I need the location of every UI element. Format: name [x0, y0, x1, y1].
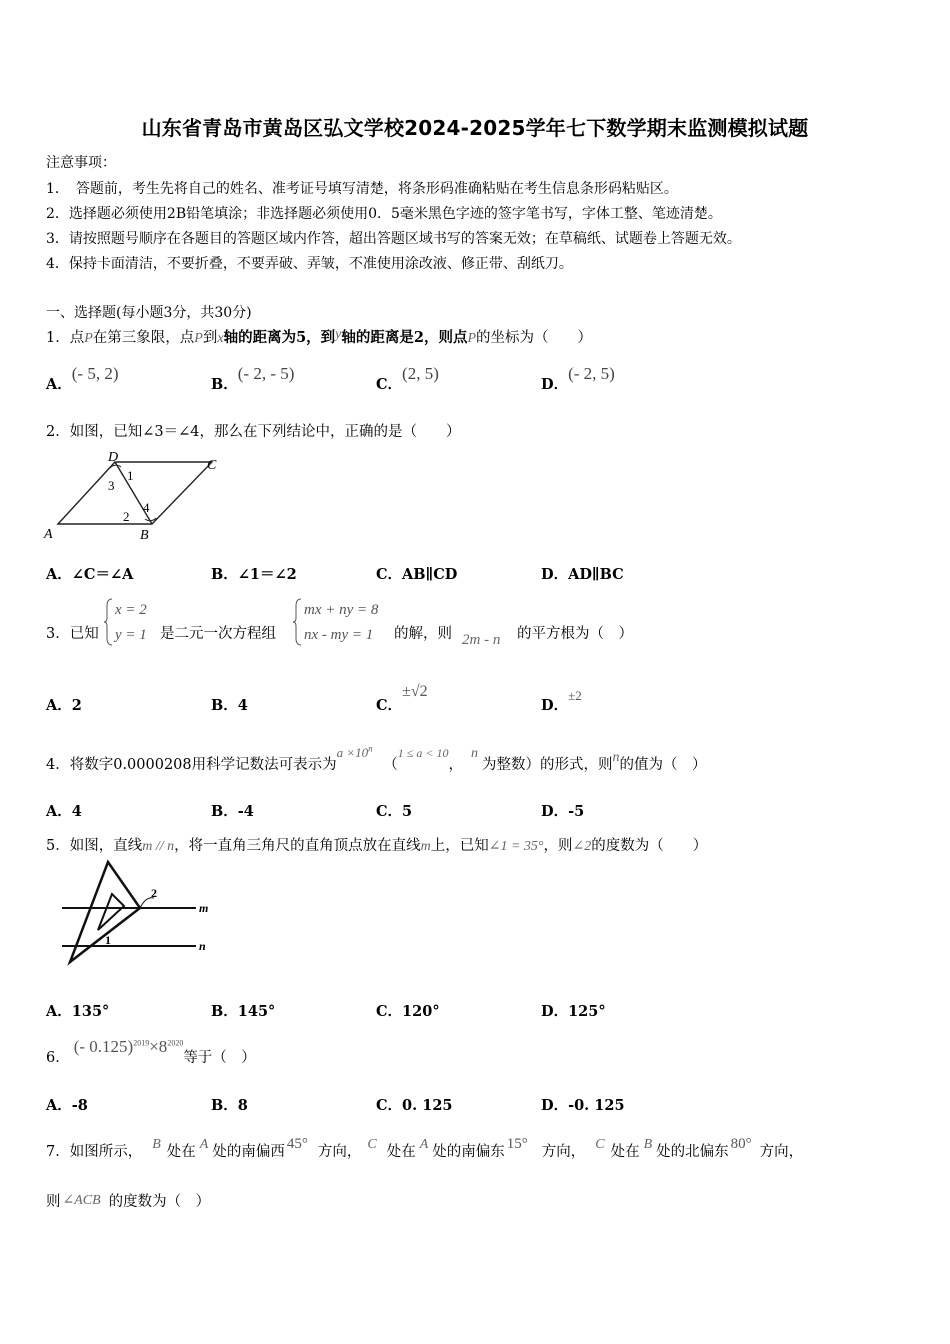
q5-option-d[interactable]: D．125°: [541, 1003, 606, 1020]
notice-item-4: 4．保持卡面清洁，不要折叠，不要弄破、弄皱，不准使用涂改液、修正带、刮纸刀。: [46, 256, 573, 272]
q3-expression: 2m - n: [462, 632, 501, 648]
q3-option-d[interactable]: D．±2: [541, 688, 582, 714]
q3-option-c[interactable]: C．±√2: [376, 683, 428, 714]
q4-option-b[interactable]: B．-4: [211, 803, 254, 820]
angle-2-label: 2: [151, 886, 157, 900]
q3-system-2: [293, 596, 393, 648]
question-2-text: 2．如图，已知∠3＝∠4，那么在下列结论中，正确的是（ ）: [46, 424, 461, 440]
notice-item-3: 3．请按照题号顺序在各题目的答题区域内作答，超出答题区域书写的答案无效；在草稿纸、试题卷上答题无效。: [46, 231, 741, 247]
vertex-a: A: [44, 527, 53, 542]
q3-mid: 是二元一次方程组: [160, 626, 276, 642]
angle-1-label: 1: [105, 933, 111, 947]
svg-text:x = 2: x = 2: [115, 602, 147, 618]
q5-option-a[interactable]: A．135°: [46, 1003, 110, 1020]
q1-option-a[interactable]: A．(- 5, 2): [46, 364, 119, 393]
line-m-label: m: [199, 901, 209, 915]
q6-option-b[interactable]: B．8: [211, 1097, 248, 1114]
page-title: 山东省青岛市黄岛区弘文学校2024-2025学年七下数学期末监测模拟试题: [141, 116, 809, 140]
q3-then: 的解，则: [394, 626, 452, 642]
angle-label-3: 3: [108, 478, 115, 493]
q5-triangle-figure: [56, 856, 226, 971]
q3-prefix: 3．已知: [46, 626, 99, 642]
question-7-text-line-2: 则 ∠ACB 的度数为（ ）: [46, 1193, 211, 1210]
q5-option-c[interactable]: C．120°: [376, 1003, 440, 1020]
q1-option-d[interactable]: D．(- 2, 5): [541, 364, 615, 393]
q4-option-c[interactable]: C．5: [376, 803, 413, 820]
q2-parallelogram-figure: [40, 446, 230, 546]
q4-option-d[interactable]: D．-5: [541, 803, 585, 820]
question-7-text: 7．如图所示， B 处在 A 处的南偏西 45° 方向， C 处在 A 处的南偏东 15° 方向， C 处在 B 处的北偏东 80° 方向，: [46, 1136, 804, 1160]
question-6-text: 6．(- $0.125)^{2019}\times 8^{2020}$等于（ ）: [46, 1037, 256, 1066]
vertex-c: C: [207, 458, 217, 473]
vertex-b: B: [140, 528, 149, 543]
q2-option-d[interactable]: D．AD∥BC: [541, 566, 624, 583]
q3-option-a[interactable]: A．2: [46, 697, 82, 714]
q6-option-a[interactable]: A．-8: [46, 1097, 88, 1114]
angle-label-4: 4: [143, 500, 150, 515]
q1-option-b[interactable]: B．(- 2, - 5): [211, 364, 295, 393]
vertex-d: D: [108, 450, 119, 465]
q3-system-1: [104, 596, 164, 648]
angle-label-2: 2: [123, 509, 130, 524]
notice-item-2: 2．选择题必须使用2B铅笔填涂；非选择题必须使用0．5毫米黑色字迹的签字笔书写，字体工整、笔迹清楚。: [46, 206, 722, 222]
q5-option-b[interactable]: B．145°: [211, 1003, 276, 1020]
angle-label-1: 1: [127, 468, 134, 483]
q2-option-b[interactable]: B．∠1＝∠2: [211, 566, 297, 583]
line-n-label: n: [199, 939, 206, 953]
q2-option-a[interactable]: A．∠C＝∠A: [46, 566, 134, 583]
svg-text:y = 1: y = 1: [115, 627, 147, 643]
q1-option-c[interactable]: C．(2, 5): [376, 364, 439, 393]
svg-text:nx - my = 1: nx - my = 1: [304, 627, 374, 643]
q6-option-d[interactable]: D．-0. 125: [541, 1097, 625, 1114]
q4-option-a[interactable]: A．4: [46, 803, 82, 820]
question-1-text: 1．点P在第三象限，点P到x轴的距离为5，到y轴的距离是2，则点P的坐标为（ ）: [46, 327, 593, 346]
q6-option-c[interactable]: C．0. 125: [376, 1097, 453, 1114]
section-heading: 一、选择题(每小题3分，共30分): [46, 305, 252, 321]
q3-suffix: 的平方根为（ ）: [517, 626, 633, 642]
notice-item-1: 1． 答题前，考生先将自己的姓名、准考证号填写清楚，将条形码准确粘贴在考生信息条形码粘贴区。: [46, 181, 678, 197]
q3-option-b[interactable]: B．4: [211, 697, 248, 714]
q2-option-c[interactable]: C．AB∥CD: [376, 566, 458, 583]
svg-text:mx + ny = 8: mx + ny = 8: [304, 602, 379, 618]
question-5-text: 5．如图，直线m // n，将一直角三角尺的直角顶点放在直线m上，已知∠1 = 35°，则∠2的度数为（ ）: [46, 838, 708, 854]
notice-heading: 注意事项：: [46, 155, 116, 171]
question-4-text: 4．将数字0.0000208用科学记数法可表示为$a \times 10^n$ （$^{1 \le a < 10}$，n为整数）的形式，则n的值为（ ）: [46, 743, 707, 773]
